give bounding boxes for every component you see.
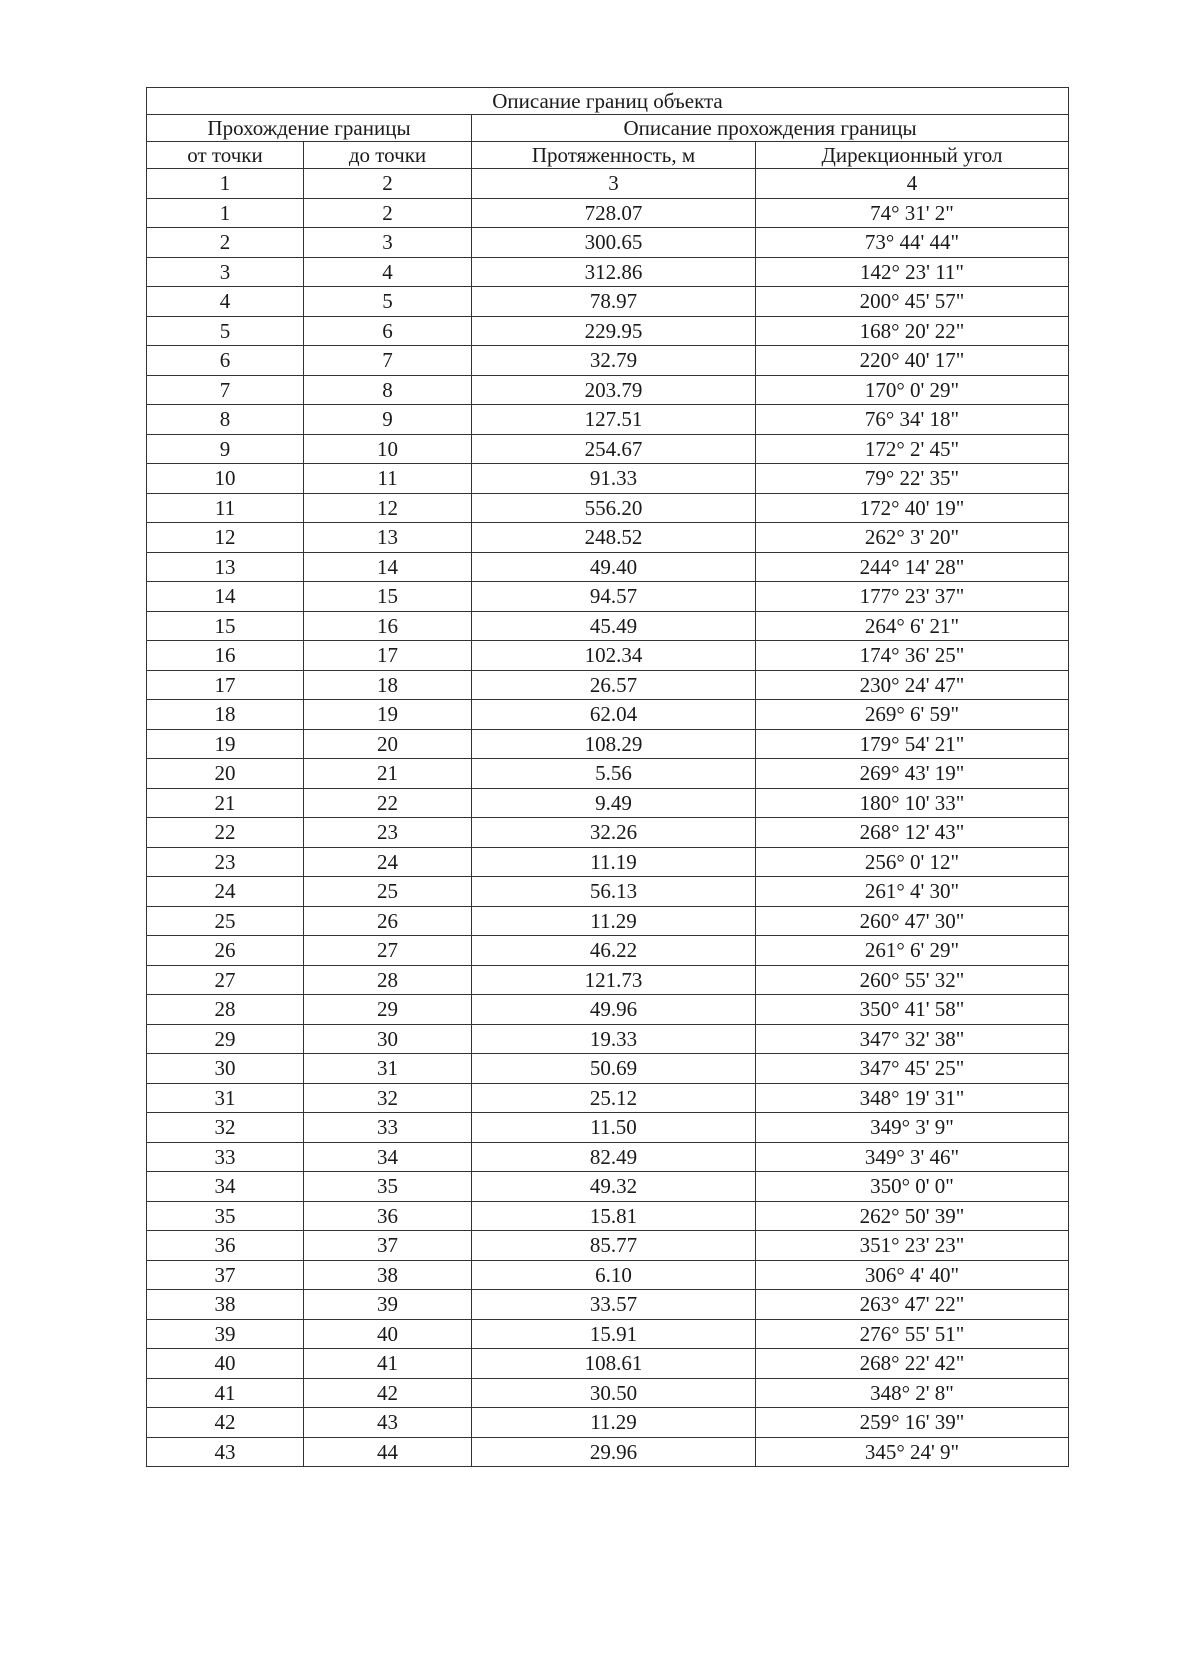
cell-to-point: 5 — [304, 287, 472, 317]
table-row — [147, 1290, 1069, 1320]
cell-length: 312.86 — [472, 257, 756, 287]
cell-direction-angle: 180° 10' 33" — [756, 788, 1069, 818]
table-row — [147, 1201, 1069, 1231]
cell-from-point: 22 — [147, 818, 304, 848]
table-row — [147, 464, 1069, 494]
cell-to-point: 8 — [304, 375, 472, 405]
boundary-description-table — [146, 87, 1069, 1467]
cell-direction-angle: 350° 41' 58" — [756, 995, 1069, 1025]
cell-length: 49.96 — [472, 995, 756, 1025]
cell-to-point: 22 — [304, 788, 472, 818]
cell-from-point: 14 — [147, 582, 304, 612]
group-header-boundary-passage: Прохождение границы — [147, 115, 472, 142]
cell-from-point: 28 — [147, 995, 304, 1025]
cell-direction-angle: 269° 6' 59" — [756, 700, 1069, 730]
cell-length: 108.61 — [472, 1349, 756, 1379]
cell-length: 32.79 — [472, 346, 756, 376]
cell-direction-angle: 306° 4' 40" — [756, 1260, 1069, 1290]
cell-from-point: 9 — [147, 434, 304, 464]
cell-length: 78.97 — [472, 287, 756, 317]
cell-direction-angle: 349° 3' 9" — [756, 1113, 1069, 1143]
cell-from-point: 43 — [147, 1437, 304, 1467]
table-row — [147, 523, 1069, 553]
group-header-row — [147, 115, 1069, 142]
table-row — [147, 759, 1069, 789]
cell-length: 26.57 — [472, 670, 756, 700]
cell-length: 15.91 — [472, 1319, 756, 1349]
table-row — [147, 1437, 1069, 1467]
table-row — [147, 1349, 1069, 1379]
cell-direction-angle: 260° 55' 32" — [756, 965, 1069, 995]
cell-to-point: 25 — [304, 877, 472, 907]
cell-direction-angle: 170° 0' 29" — [756, 375, 1069, 405]
table-row — [147, 346, 1069, 376]
table-row — [147, 375, 1069, 405]
table-row — [147, 1378, 1069, 1408]
column-number: 4 — [756, 169, 1069, 199]
cell-length: 45.49 — [472, 611, 756, 641]
table-row — [147, 1319, 1069, 1349]
table-row — [147, 906, 1069, 936]
cell-direction-angle: 179° 54' 21" — [756, 729, 1069, 759]
cell-length: 300.65 — [472, 228, 756, 258]
cell-length: 556.20 — [472, 493, 756, 523]
cell-direction-angle: 244° 14' 28" — [756, 552, 1069, 582]
cell-length: 9.49 — [472, 788, 756, 818]
cell-to-point: 20 — [304, 729, 472, 759]
cell-to-point: 42 — [304, 1378, 472, 1408]
cell-length: 85.77 — [472, 1231, 756, 1261]
cell-to-point: 18 — [304, 670, 472, 700]
table-row — [147, 316, 1069, 346]
cell-to-point: 26 — [304, 906, 472, 936]
cell-to-point: 11 — [304, 464, 472, 494]
cell-direction-angle: 230° 24' 47" — [756, 670, 1069, 700]
cell-length: 254.67 — [472, 434, 756, 464]
table-row — [147, 700, 1069, 730]
cell-to-point: 24 — [304, 847, 472, 877]
cell-from-point: 39 — [147, 1319, 304, 1349]
column-header-to-point: до точки — [304, 142, 472, 169]
cell-to-point: 44 — [304, 1437, 472, 1467]
cell-direction-angle: 177° 23' 37" — [756, 582, 1069, 612]
cell-direction-angle: 259° 16' 39" — [756, 1408, 1069, 1438]
cell-from-point: 24 — [147, 877, 304, 907]
cell-from-point: 40 — [147, 1349, 304, 1379]
table-row — [147, 287, 1069, 317]
table-row — [147, 995, 1069, 1025]
cell-direction-angle: 262° 50' 39" — [756, 1201, 1069, 1231]
cell-from-point: 10 — [147, 464, 304, 494]
table-row — [147, 611, 1069, 641]
cell-from-point: 32 — [147, 1113, 304, 1143]
table-row — [147, 670, 1069, 700]
cell-length: 11.19 — [472, 847, 756, 877]
table-row — [147, 1024, 1069, 1054]
cell-direction-angle: 172° 40' 19" — [756, 493, 1069, 523]
cell-from-point: 3 — [147, 257, 304, 287]
group-header-boundary-description: Описание прохождения границы — [472, 115, 1069, 142]
cell-direction-angle: 269° 43' 19" — [756, 759, 1069, 789]
cell-to-point: 27 — [304, 936, 472, 966]
cell-direction-angle: 347° 45' 25" — [756, 1054, 1069, 1084]
cell-from-point: 36 — [147, 1231, 304, 1261]
cell-from-point: 26 — [147, 936, 304, 966]
table-row — [147, 582, 1069, 612]
cell-direction-angle: 261° 4' 30" — [756, 877, 1069, 907]
cell-length: 29.96 — [472, 1437, 756, 1467]
cell-length: 15.81 — [472, 1201, 756, 1231]
cell-to-point: 14 — [304, 552, 472, 582]
table-row — [147, 847, 1069, 877]
table-row — [147, 788, 1069, 818]
cell-from-point: 21 — [147, 788, 304, 818]
table-title-row — [147, 88, 1069, 115]
cell-length: 6.10 — [472, 1260, 756, 1290]
table-row — [147, 1260, 1069, 1290]
cell-length: 62.04 — [472, 700, 756, 730]
cell-length: 49.40 — [472, 552, 756, 582]
cell-length: 56.13 — [472, 877, 756, 907]
cell-length: 11.29 — [472, 1408, 756, 1438]
table-row — [147, 965, 1069, 995]
cell-to-point: 2 — [304, 198, 472, 228]
cell-from-point: 13 — [147, 552, 304, 582]
cell-direction-angle: 263° 47' 22" — [756, 1290, 1069, 1320]
cell-from-point: 12 — [147, 523, 304, 553]
cell-from-point: 35 — [147, 1201, 304, 1231]
cell-length: 108.29 — [472, 729, 756, 759]
cell-from-point: 29 — [147, 1024, 304, 1054]
column-number-row — [147, 169, 1069, 199]
cell-to-point: 13 — [304, 523, 472, 553]
cell-from-point: 27 — [147, 965, 304, 995]
cell-to-point: 6 — [304, 316, 472, 346]
cell-length: 728.07 — [472, 198, 756, 228]
cell-to-point: 41 — [304, 1349, 472, 1379]
cell-to-point: 30 — [304, 1024, 472, 1054]
table-row — [147, 552, 1069, 582]
cell-from-point: 19 — [147, 729, 304, 759]
cell-length: 5.56 — [472, 759, 756, 789]
cell-length: 30.50 — [472, 1378, 756, 1408]
cell-to-point: 37 — [304, 1231, 472, 1261]
cell-from-point: 17 — [147, 670, 304, 700]
cell-to-point: 3 — [304, 228, 472, 258]
cell-to-point: 29 — [304, 995, 472, 1025]
column-header-from-point: от точки — [147, 142, 304, 169]
table-row — [147, 877, 1069, 907]
table-title: Описание границ объекта — [147, 88, 1069, 115]
table-row — [147, 405, 1069, 435]
cell-length: 33.57 — [472, 1290, 756, 1320]
cell-from-point: 33 — [147, 1142, 304, 1172]
cell-to-point: 31 — [304, 1054, 472, 1084]
cell-direction-angle: 262° 3' 20" — [756, 523, 1069, 553]
cell-from-point: 20 — [147, 759, 304, 789]
cell-direction-angle: 200° 45' 57" — [756, 287, 1069, 317]
cell-length: 25.12 — [472, 1083, 756, 1113]
cell-direction-angle: 349° 3' 46" — [756, 1142, 1069, 1172]
cell-length: 49.32 — [472, 1172, 756, 1202]
cell-to-point: 23 — [304, 818, 472, 848]
cell-from-point: 4 — [147, 287, 304, 317]
cell-to-point: 16 — [304, 611, 472, 641]
cell-direction-angle: 168° 20' 22" — [756, 316, 1069, 346]
cell-length: 50.69 — [472, 1054, 756, 1084]
cell-length: 127.51 — [472, 405, 756, 435]
cell-direction-angle: 76° 34' 18" — [756, 405, 1069, 435]
cell-length: 229.95 — [472, 316, 756, 346]
cell-from-point: 23 — [147, 847, 304, 877]
cell-from-point: 15 — [147, 611, 304, 641]
table-row — [147, 198, 1069, 228]
column-number: 3 — [472, 169, 756, 199]
cell-from-point: 11 — [147, 493, 304, 523]
cell-length: 82.49 — [472, 1142, 756, 1172]
cell-length: 102.34 — [472, 641, 756, 671]
cell-from-point: 41 — [147, 1378, 304, 1408]
column-header-row — [147, 142, 1069, 169]
table-row — [147, 1083, 1069, 1113]
cell-direction-angle: 73° 44' 44" — [756, 228, 1069, 258]
table-row — [147, 1172, 1069, 1202]
cell-to-point: 15 — [304, 582, 472, 612]
column-header-direction-angle: Дирекционный угол — [756, 142, 1069, 169]
cell-direction-angle: 345° 24' 9" — [756, 1437, 1069, 1467]
column-header-length: Протяженность, м — [472, 142, 756, 169]
cell-to-point: 36 — [304, 1201, 472, 1231]
cell-from-point: 30 — [147, 1054, 304, 1084]
table-row — [147, 641, 1069, 671]
cell-direction-angle: 172° 2' 45" — [756, 434, 1069, 464]
cell-length: 11.29 — [472, 906, 756, 936]
cell-from-point: 16 — [147, 641, 304, 671]
table-row — [147, 1054, 1069, 1084]
cell-length: 32.26 — [472, 818, 756, 848]
cell-length: 19.33 — [472, 1024, 756, 1054]
cell-direction-angle: 220° 40' 17" — [756, 346, 1069, 376]
cell-length: 121.73 — [472, 965, 756, 995]
cell-from-point: 18 — [147, 700, 304, 730]
cell-direction-angle: 261° 6' 29" — [756, 936, 1069, 966]
cell-direction-angle: 256° 0' 12" — [756, 847, 1069, 877]
cell-direction-angle: 351° 23' 23" — [756, 1231, 1069, 1261]
cell-to-point: 9 — [304, 405, 472, 435]
cell-to-point: 43 — [304, 1408, 472, 1438]
cell-to-point: 4 — [304, 257, 472, 287]
table-row — [147, 493, 1069, 523]
cell-direction-angle: 79° 22' 35" — [756, 464, 1069, 494]
cell-direction-angle: 264° 6' 21" — [756, 611, 1069, 641]
cell-direction-angle: 348° 2' 8" — [756, 1378, 1069, 1408]
table-row — [147, 1231, 1069, 1261]
cell-direction-angle: 142° 23' 11" — [756, 257, 1069, 287]
cell-to-point: 21 — [304, 759, 472, 789]
column-number: 2 — [304, 169, 472, 199]
table-row — [147, 729, 1069, 759]
table-row — [147, 257, 1069, 287]
column-number: 1 — [147, 169, 304, 199]
cell-direction-angle: 347° 32' 38" — [756, 1024, 1069, 1054]
cell-direction-angle: 348° 19' 31" — [756, 1083, 1069, 1113]
table-row — [147, 434, 1069, 464]
cell-to-point: 33 — [304, 1113, 472, 1143]
table-row — [147, 936, 1069, 966]
cell-to-point: 19 — [304, 700, 472, 730]
cell-to-point: 10 — [304, 434, 472, 464]
cell-to-point: 12 — [304, 493, 472, 523]
cell-from-point: 8 — [147, 405, 304, 435]
cell-from-point: 1 — [147, 198, 304, 228]
table-row — [147, 1113, 1069, 1143]
cell-from-point: 31 — [147, 1083, 304, 1113]
cell-from-point: 37 — [147, 1260, 304, 1290]
table-row — [147, 1408, 1069, 1438]
cell-length: 91.33 — [472, 464, 756, 494]
cell-to-point: 38 — [304, 1260, 472, 1290]
cell-direction-angle: 74° 31' 2" — [756, 198, 1069, 228]
cell-length: 46.22 — [472, 936, 756, 966]
cell-to-point: 7 — [304, 346, 472, 376]
cell-length: 248.52 — [472, 523, 756, 553]
cell-to-point: 28 — [304, 965, 472, 995]
cell-direction-angle: 174° 36' 25" — [756, 641, 1069, 671]
cell-from-point: 38 — [147, 1290, 304, 1320]
table-row — [147, 818, 1069, 848]
cell-direction-angle: 260° 47' 30" — [756, 906, 1069, 936]
cell-to-point: 34 — [304, 1142, 472, 1172]
cell-to-point: 32 — [304, 1083, 472, 1113]
cell-direction-angle: 268° 22' 42" — [756, 1349, 1069, 1379]
cell-from-point: 42 — [147, 1408, 304, 1438]
table-row — [147, 1142, 1069, 1172]
cell-from-point: 5 — [147, 316, 304, 346]
cell-direction-angle: 268° 12' 43" — [756, 818, 1069, 848]
cell-direction-angle: 350° 0' 0" — [756, 1172, 1069, 1202]
cell-to-point: 40 — [304, 1319, 472, 1349]
table-row — [147, 228, 1069, 258]
cell-from-point: 2 — [147, 228, 304, 258]
cell-to-point: 39 — [304, 1290, 472, 1320]
cell-from-point: 7 — [147, 375, 304, 405]
cell-from-point: 34 — [147, 1172, 304, 1202]
cell-to-point: 17 — [304, 641, 472, 671]
cell-to-point: 35 — [304, 1172, 472, 1202]
cell-length: 11.50 — [472, 1113, 756, 1143]
cell-from-point: 6 — [147, 346, 304, 376]
cell-from-point: 25 — [147, 906, 304, 936]
cell-length: 94.57 — [472, 582, 756, 612]
cell-length: 203.79 — [472, 375, 756, 405]
cell-direction-angle: 276° 55' 51" — [756, 1319, 1069, 1349]
